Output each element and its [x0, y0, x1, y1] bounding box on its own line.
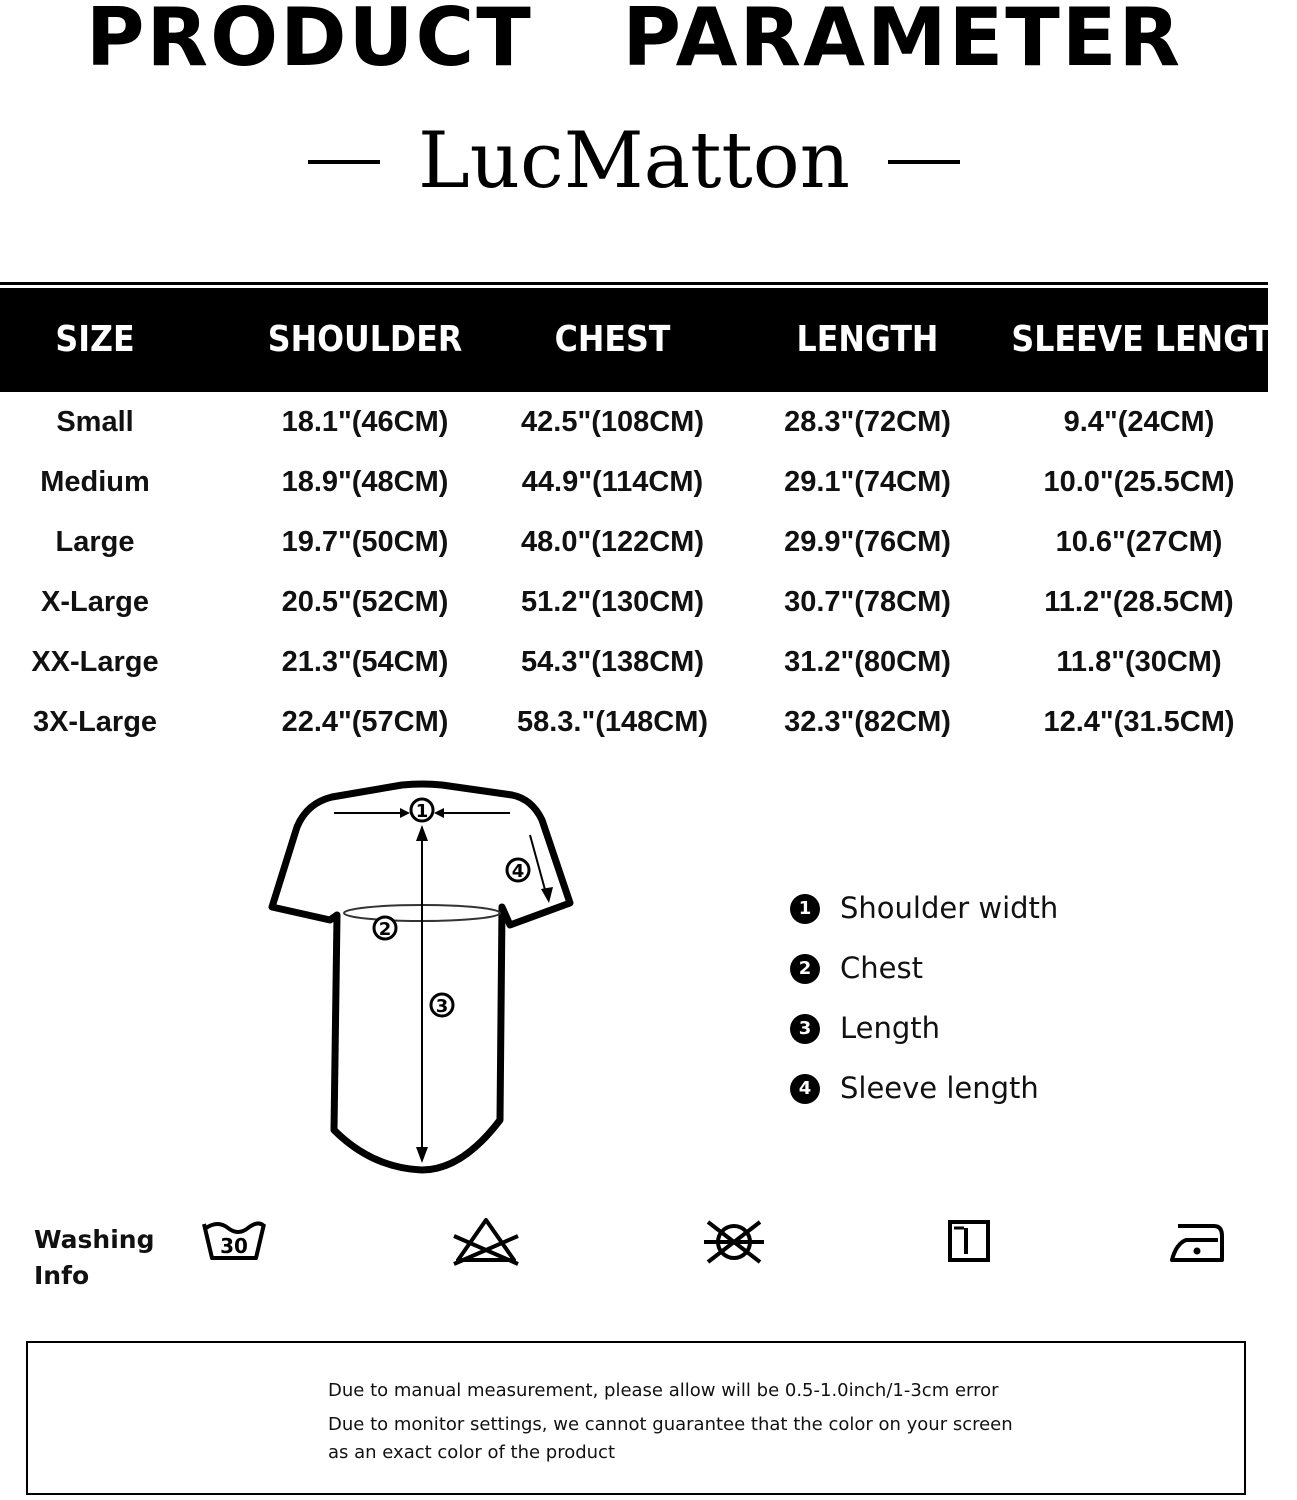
shoulder-cell: 21.3"(54CM) — [281, 646, 449, 678]
table-row — [0, 452, 1268, 512]
iron-low-icon — [1164, 1214, 1236, 1270]
wash-30-icon — [198, 1214, 270, 1270]
table-top-rule — [0, 282, 1268, 285]
marker-4-label: 4 — [511, 861, 525, 882]
size-cell: 3X-Large — [32, 706, 158, 738]
legend-label: Chest — [840, 951, 923, 985]
measurement-legend — [790, 880, 1210, 1120]
sleeve-length-cell: 12.4"(31.5CM) — [1043, 706, 1235, 738]
page-title: PRODUCT PARAMETER — [85, 0, 1183, 84]
legend-number: 1 — [790, 894, 820, 924]
size-table-header — [0, 288, 1297, 392]
length-cell: 29.1"(74CM) — [784, 466, 951, 498]
length-cell: 31.2"(80CM) — [784, 646, 951, 678]
tshirt-measurement-diagram — [262, 775, 582, 1180]
table-row — [0, 692, 1268, 752]
do-not-tumble-dry-icon — [698, 1214, 770, 1270]
sleeve-measure-line — [530, 835, 547, 897]
chest-cell: 58.3."(148CM) — [516, 706, 709, 738]
do-not-bleach-icon — [450, 1214, 522, 1270]
notice-line: Due to manual measurement, please allow will be 0.5-1.0inch/1-3cm error — [328, 1380, 999, 1401]
legend-number: 3 — [790, 1014, 820, 1044]
shoulder-cell: 19.7"(50CM) — [281, 526, 449, 558]
legend-label: Sleeve length — [840, 1071, 1039, 1105]
sleeve-length-cell: 11.8"(30CM) — [1056, 646, 1222, 678]
brand-dash-left — [308, 160, 380, 164]
column-header-size: SIZE — [55, 319, 135, 360]
length-cell: 28.3"(72CM) — [784, 406, 951, 438]
chest-cell: 48.0"(122CM) — [521, 526, 704, 558]
shoulder-cell: 22.4"(57CM) — [281, 706, 449, 738]
size-cell: Small — [56, 406, 134, 438]
shoulder-cell: 18.9"(48CM) — [281, 466, 449, 498]
chest-cell: 42.5"(108CM) — [521, 406, 704, 438]
legend-item — [790, 1060, 1210, 1120]
table-row — [0, 512, 1268, 572]
legend-number: 4 — [790, 1074, 820, 1104]
chest-cell: 44.9"(114CM) — [521, 466, 704, 498]
length-cell: 30.7"(78CM) — [784, 586, 951, 618]
washing-info-label: Washing Info — [34, 1225, 155, 1290]
notice-line: as an exact color of the product — [328, 1442, 616, 1463]
sleeve-length-cell: 11.2"(28.5CM) — [1044, 586, 1234, 618]
legend-item — [790, 1000, 1210, 1060]
size-cell: Medium — [40, 466, 150, 498]
chest-cell: 51.2"(130CM) — [521, 586, 704, 618]
legend-label: Shoulder width — [840, 891, 1059, 925]
table-row — [0, 632, 1268, 692]
length-cell: 29.9"(76CM) — [784, 526, 951, 558]
length-cell: 32.3"(82CM) — [784, 706, 951, 738]
column-header-length: LENGTH — [796, 319, 939, 360]
column-header-shoulder: SHOULDER — [267, 319, 463, 360]
legend-number: 2 — [790, 954, 820, 984]
legend-item — [790, 940, 1210, 1000]
column-header-chest: CHEST — [554, 319, 671, 360]
legend-item — [790, 880, 1210, 940]
size-cell: Large — [55, 526, 135, 558]
legend-label: Length — [840, 1011, 941, 1045]
sleeve-length-cell: 10.0"(25.5CM) — [1043, 466, 1235, 498]
brand-line — [0, 118, 1268, 204]
shoulder-cell: 20.5"(52CM) — [281, 586, 449, 618]
line-dry-icon — [934, 1214, 1006, 1270]
shoulder-cell: 18.1"(46CM) — [281, 406, 449, 438]
wash-temp: 30 — [220, 1234, 248, 1258]
size-cell: XX-Large — [31, 646, 159, 678]
table-row — [0, 392, 1268, 452]
column-header-sleeve-length: SLEEVE LENGTH — [1011, 319, 1297, 360]
brand-dash-right — [888, 160, 960, 164]
sleeve-length-cell: 10.6"(27CM) — [1055, 526, 1223, 558]
marker-1-label: 1 — [415, 801, 429, 822]
marker-3-label: 3 — [435, 996, 449, 1017]
sleeve-length-cell: 9.4"(24CM) — [1063, 406, 1215, 438]
notice-line: Due to monitor settings, we cannot guarantee that the color on your screen — [328, 1414, 1013, 1435]
table-row — [0, 572, 1268, 632]
size-cell: X-Large — [41, 586, 149, 618]
chest-cell: 54.3"(138CM) — [521, 646, 704, 678]
brand-name: LucMatton — [418, 116, 850, 206]
marker-2-label: 2 — [378, 919, 392, 940]
notice-box — [26, 1341, 1246, 1495]
